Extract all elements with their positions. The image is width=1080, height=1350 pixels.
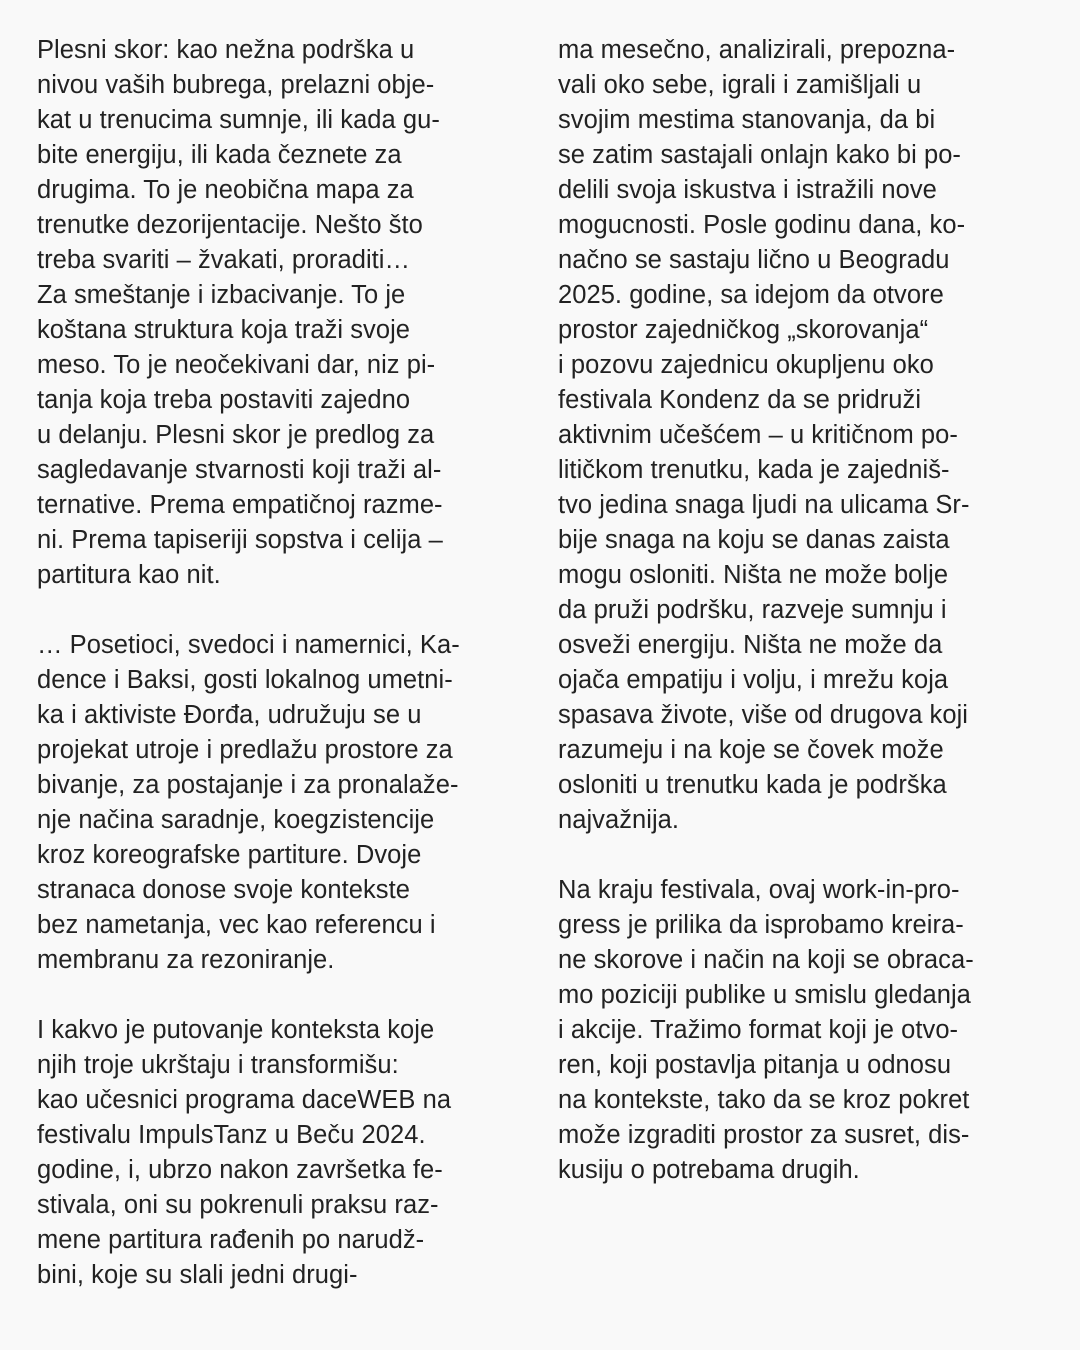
- right-text-column: [558, 33, 1058, 1223]
- text-line: gress je prilika da isprobamo kreira-: [558, 911, 964, 939]
- text-line: vali oko sebe, igrali i zamišljali u: [558, 71, 922, 99]
- text-line: razumeju i na koje se čovek može: [558, 736, 944, 764]
- text-line: osloniti u trenutku kada je podrška: [558, 771, 947, 799]
- text-line: ren, koji postavlja pitanja u odnosu: [558, 1051, 952, 1079]
- text-line: ne skorove i način na koji se obraca-: [558, 946, 974, 974]
- text-line: se zatim sastajali onlajn kako bi po-: [558, 141, 961, 169]
- text-line: može izgraditi prostor za susret, dis-: [558, 1121, 970, 1149]
- text-line: delili svoja iskustva i istražili nove: [558, 176, 937, 204]
- text-line: bivanje, za postajanje i za pronalaže-: [37, 771, 459, 799]
- paragraph: [558, 873, 1058, 1188]
- paragraph: [37, 33, 537, 593]
- paragraph: [37, 628, 537, 978]
- text-line: kroz koreografske partiture. Dvoje: [37, 841, 422, 869]
- text-line: najvažnija.: [558, 806, 680, 834]
- text-line: osveži energiju. Ništa ne može da: [558, 631, 943, 659]
- text-line: bini, koje su slali jedni drugi-: [37, 1261, 358, 1289]
- left-text-column: [37, 33, 537, 1328]
- text-line: partitura kao nit.: [37, 561, 221, 589]
- text-line: trenutke dezorijentacije. Nešto što: [37, 211, 423, 239]
- text-line: aktivnim učešćem – u kritičnom po-: [558, 421, 958, 449]
- text-line: membranu za rezoniranje.: [37, 946, 335, 974]
- text-line: projekat utroje i predlažu prostore za: [37, 736, 453, 764]
- text-line: Plesni skor: kao nežna podrška u: [37, 36, 415, 64]
- text-line: i pozovu zajednicu okupljenu oko: [558, 351, 934, 379]
- text-line: mo poziciji publike u smislu gledanja: [558, 981, 971, 1009]
- text-line: svojim mestima stanovanja, da bi: [558, 106, 936, 134]
- text-line: tvo jedina snaga ljudi na ulicama Sr-: [558, 491, 970, 519]
- text-line: … Posetioci, svedoci i namernici, Ka-: [37, 631, 460, 659]
- text-line: Za smeštanje i izbacivanje. To je: [37, 281, 406, 309]
- text-line: nje načina saradnje, koegzistencije: [37, 806, 435, 834]
- text-line: koštana struktura koja traži svoje: [37, 316, 411, 344]
- paragraph: [37, 1013, 537, 1293]
- text-line: kao učesnici programa daceWEB na: [37, 1086, 452, 1114]
- text-line: treba svariti – žvakati, proraditi…: [37, 246, 411, 274]
- text-line: njih troje ukrštaju i transformišu:: [37, 1051, 399, 1079]
- text-line: festivalu ImpulsTanz u Beču 2024.: [37, 1121, 426, 1149]
- text-line: ni. Prema tapiseriji sopstva i celija –: [37, 526, 443, 554]
- text-line: bite energiju, ili kada čeznete za: [37, 141, 402, 169]
- text-line: ojača empatiju i volju, i mrežu koja: [558, 666, 949, 694]
- text-line: i akcije. Tražimo format koji je otvo-: [558, 1016, 959, 1044]
- text-line: nivou vaših bubrega, prelazni obje-: [37, 71, 435, 99]
- paragraph: [558, 33, 1058, 838]
- text-line: kat u trenucima sumnje, ili kada gu-: [37, 106, 440, 134]
- text-line: bije snaga na koju se danas zaista: [558, 526, 950, 554]
- text-line: sagledavanje stvarnosti koji traži al-: [37, 456, 442, 484]
- text-line: stivala, oni su pokrenuli praksu raz-: [37, 1191, 439, 1219]
- text-line: mene partitura rađenih po narudž-: [37, 1226, 425, 1254]
- text-line: mogucnosti. Posle godinu dana, ko-: [558, 211, 966, 239]
- text-line: ma mesečno, analizirali, prepozna-: [558, 36, 956, 64]
- text-line: prostor zajedničkog „skorovanja“: [558, 316, 929, 344]
- text-line: dence i Baksi, gosti lokalnog umetni-: [37, 666, 453, 694]
- text-line: stranaca donose svoje kontekste: [37, 876, 410, 904]
- text-line: mogu osloniti. Ništa ne može bolje: [558, 561, 949, 589]
- text-line: ka i aktiviste Đorđa, udružuju se u: [37, 701, 422, 729]
- text-line: meso. To je neočekivani dar, niz pi-: [37, 351, 436, 379]
- text-line: spasava živote, više od drugova koji: [558, 701, 969, 729]
- text-line: tanja koja treba postaviti zajedno: [37, 386, 411, 414]
- text-line: festivala Kondenz da se pridruži: [558, 386, 922, 414]
- text-line: da pruži podršku, razveje sumnju i: [558, 596, 947, 624]
- text-line: godine, i, ubrzo nakon završetka fe-: [37, 1156, 443, 1184]
- text-line: u delanju. Plesni skor je predlog za: [37, 421, 435, 449]
- text-line: 2025. godine, sa idejom da otvore: [558, 281, 944, 309]
- text-line: Na kraju festivala, ovaj work-in-pro-: [558, 876, 960, 904]
- text-line: na kontekste, tako da se kroz pokret: [558, 1086, 970, 1114]
- text-line: drugima. To je neobična mapa za: [37, 176, 414, 204]
- text-line: I kakvo je putovanje konteksta koje: [37, 1016, 435, 1044]
- text-line: ternative. Prema empatičnoj razme-: [37, 491, 443, 519]
- text-line: načno se sastaju lično u Beogradu: [558, 246, 950, 274]
- text-line: bez nametanja, vec kao referencu i: [37, 911, 436, 939]
- text-line: litičkom trenutku, kada je zajedniš-: [558, 456, 950, 484]
- text-line: kusiju o potrebama drugih.: [558, 1156, 860, 1184]
